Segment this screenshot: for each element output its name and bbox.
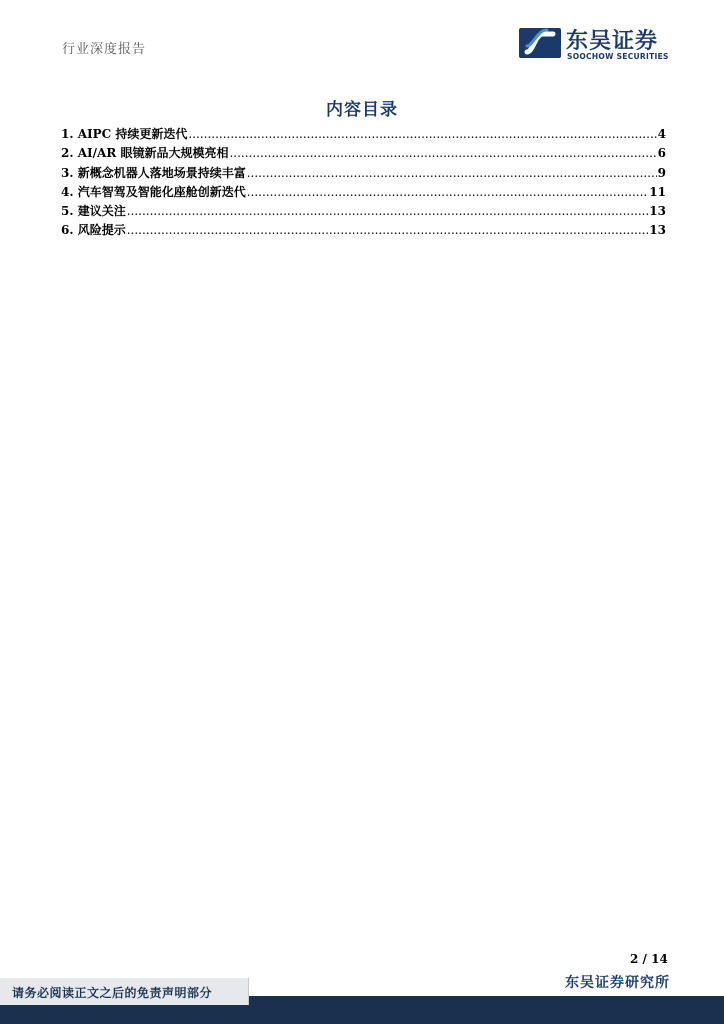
toc-leader-dots bbox=[247, 185, 649, 199]
toc-title: 内容目录 bbox=[326, 100, 398, 120]
toc-entry[interactable] bbox=[61, 164, 666, 183]
company-logo bbox=[519, 24, 671, 64]
toc-entry-label: 2. AI/AR 眼镜新品大规模亮相 bbox=[61, 146, 229, 161]
toc-entry-page: 11 bbox=[649, 184, 666, 199]
disclaimer-text: 请务必阅读正文之后的免责声明部分 bbox=[12, 986, 213, 1000]
soochow-logo-mark-icon bbox=[519, 24, 561, 60]
toc-entry[interactable] bbox=[61, 183, 666, 202]
toc-entry-label: 3. 新概念机器人落地场景持续丰富 bbox=[61, 165, 246, 180]
toc-entry-label: 5. 建议关注 bbox=[61, 204, 126, 219]
toc-entry[interactable] bbox=[61, 202, 666, 221]
page-number: 2 / 14 bbox=[630, 952, 668, 966]
toc-leader-dots bbox=[127, 223, 649, 237]
toc-entry-page: 13 bbox=[649, 223, 666, 238]
toc-entry[interactable] bbox=[61, 125, 666, 144]
toc-entry-page: 9 bbox=[657, 165, 666, 180]
toc-entry-page: 4 bbox=[657, 127, 666, 141]
toc-entry[interactable] bbox=[61, 144, 666, 163]
report-type-label: 行业深度报告 bbox=[62, 42, 147, 57]
toc-leader-dots bbox=[127, 204, 649, 218]
table-of-contents bbox=[61, 125, 666, 241]
logo-name-cn: 东吴证券 bbox=[566, 29, 659, 54]
toc-entry-label: 1. AIPC 持续更新迭代 bbox=[61, 127, 188, 141]
toc-leader-dots bbox=[247, 166, 657, 180]
toc-leader-dots bbox=[229, 146, 656, 160]
toc-entry-page: 6 bbox=[657, 146, 666, 161]
logo-name-en: SOOCHOW SECURITIES bbox=[567, 52, 669, 61]
footer-org-name: 东吴证券研究所 bbox=[565, 975, 670, 991]
toc-entry-label: 4. 汽车智驾及智能化座舱创新迭代 bbox=[61, 184, 246, 199]
disclaimer-box bbox=[0, 978, 249, 1005]
toc-entry-label: 6. 风险提示 bbox=[61, 223, 126, 238]
toc-leader-dots bbox=[188, 127, 656, 141]
toc-entry[interactable] bbox=[61, 221, 666, 240]
toc-entry-page: 13 bbox=[649, 204, 666, 219]
